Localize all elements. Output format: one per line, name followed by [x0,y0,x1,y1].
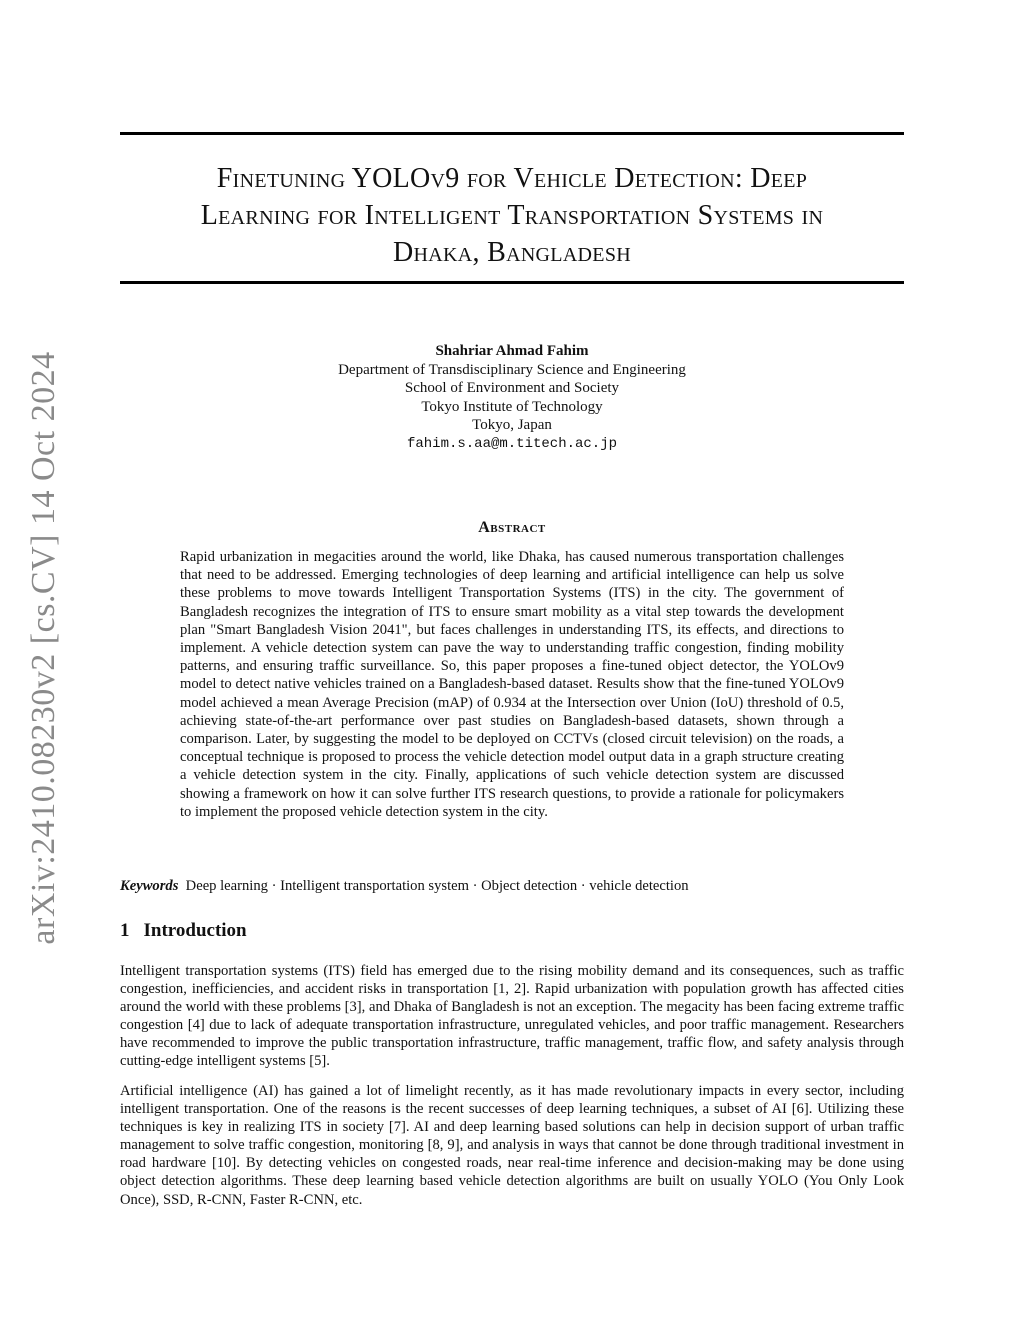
section-title: Introduction [143,920,247,941]
intro-paragraph-1: Intelligent transportation systems (ITS) field has emerged due to the rising mobility demand and its consequences, such as traffic congestion, inefficiencies, and accident risks in transportation [1, 2]. Rapid urbanization with population growth has affected cities around the world with these problems [3], and Dhaka of Bangladesh is not an exception. The megacity has been facing extreme traffic congestion [4] due to lack of adequate transportation infrastructure, unregulated vehicles, and poor traffic management. Researchers have recommended to improve the public transportation infrastructure, traffic management, traffic flow, and safety analysis through cutting-edge intelligent systems [5]. [120,963,904,1070]
author-name: Shahriar Ahmad Fahim [435,343,589,359]
author-school: School of Environment and Society [404,380,620,396]
title-line-1: Finetuning YOLOv9 for Vehicle Detection: Deep [216,163,808,194]
title-bottom-rule [120,281,904,284]
paper-title [120,160,904,271]
author-institute: Tokyo Institute of Technology [421,398,603,415]
intro-paragraph-2: Artificial intelligence (AI) has gained a lot of limelight recently, as it has made revolutionary impacts in every sector, including intelligent transportation. One of the reasons is the recent successes of deep learning techniques, a subset of AI [6]. Utilizing these techniques is key in realizing ITS in society [7]. AI and deep learning based solutions can help in decision support of urban traffic management to solve traffic congestion, monitoring [8, 9], and analysis in ways that cannot be done through traditional investment in road hardware [10]. By detecting vehicles on congested roads, near real-time inference and decision-making may be done using object detection algorithms. These deep learning based vehicle detection algorithms are built on usually YOLO (You Only Look Once), SSD, R-CNN, Faster R-CNN, etc. [120,1083,904,1208]
title-top-rule [120,132,904,135]
section-heading-introduction [120,920,247,942]
keywords-label: Keywords [120,878,179,894]
keywords-line [120,877,904,895]
keywords-text: Deep learning · Intelligent transportation system · Object detection · vehicle detection [185,878,689,894]
title-line-3: Dhaka, Bangladesh [393,237,631,268]
author-block [120,342,904,453]
title-line-2: Learning for Intelligent Transportation Systems in [200,200,824,231]
section-number: 1 [120,920,130,941]
author-email[interactable]: fahim.s.aa@m.titech.ac.jp [406,435,618,452]
arxiv-identifier: arXiv:2410.08230v2 [cs.CV] 14 Oct 2024 [25,351,62,945]
abstract-heading: Abstract [478,519,546,536]
abstract-text: Rapid urbanization in megacities around the world, like Dhaka, has caused numerous transportation challenges that need to be addressed. Emerging technologies of deep learning and artificial intelligence can help us solve these problems to move towards Intelligent Transportation Systems (ITS) in the city. The government of Bangladesh recognizes the integration of ITS to ensure smart mobility as a vital step towards the development plan "Smart Bangladesh Vision 2041", but faces challenges in understanding ITS, its effects, and directions to implement. A vehicle detection system can pave the way to understanding traffic congestion, finding mobility patterns, and ensuring traffic surveillance. So, this paper proposes a fine-tuned object detector, the YOLOv9 model to detect native vehicles trained on a Bangladesh-based dataset. Results show that the fine-tuned YOLOv9 model achieved a mean Average Precision (mAP) of 0.934 at the Intersection over Union (IoU) threshold of 0.5, achieving state-of-the-art performance over past studies on Bangladesh-based datasets, shown through a comparison. Later, by suggesting the model to be deployed on CCTVs (closed circuit television) on the roads, a conceptual technique is proposed to process the vehicle detection model output data in a graph structure creating a vehicle detection system in the city. Finally, applications of such vehicle detection system are discussed showing a framework on how it can solve further ITS research questions, to provide a rationale for policymakers to implement the proposed vehicle detection system in the city. [180,549,844,820]
author-department: Department of Transdisciplinary Science and Engineering [338,361,686,378]
author-location: Tokyo, Japan [472,417,552,433]
